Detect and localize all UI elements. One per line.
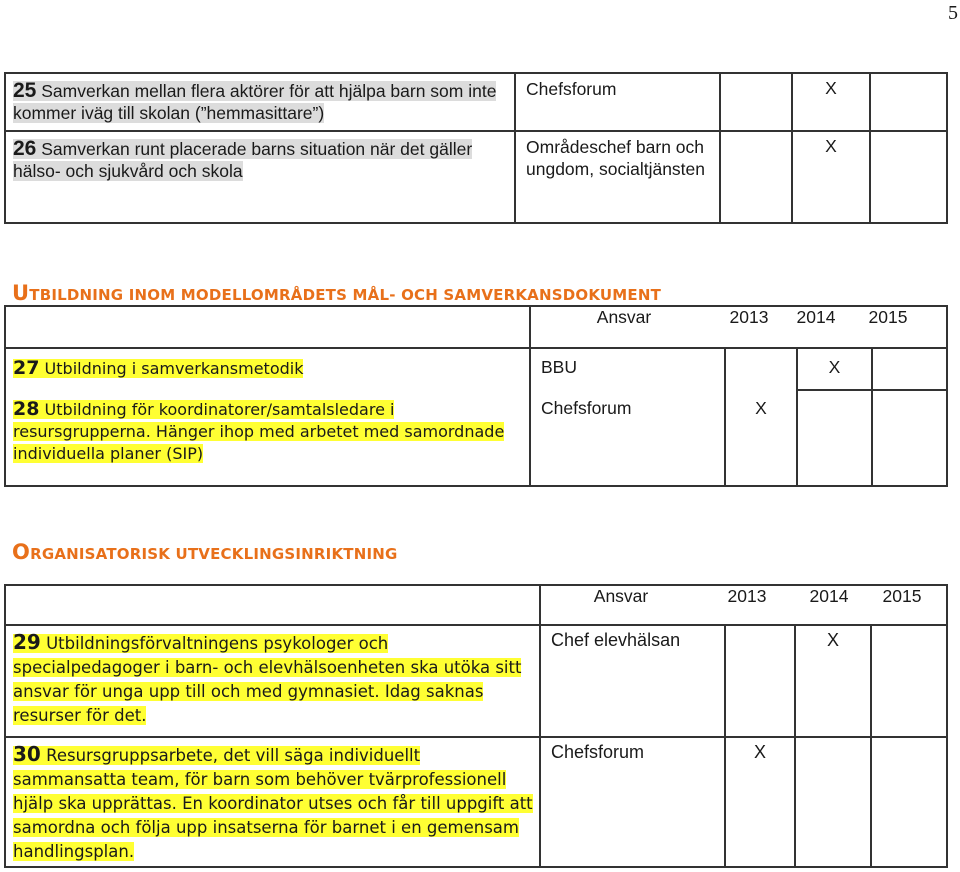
header-2013: 2013 <box>729 307 769 327</box>
page-number: 5 <box>948 2 958 24</box>
measure-text: Utbildning i samverkansmetodik <box>44 359 304 378</box>
training-table <box>4 305 948 487</box>
table-row <box>5 625 947 737</box>
header-2015: 2015 <box>868 307 908 327</box>
year-2015-cell <box>871 625 947 737</box>
table-row <box>5 390 947 486</box>
responsible-cell: Chefsforum <box>515 73 720 131</box>
header-2014: 2014 <box>809 586 849 606</box>
measure-number: 28 <box>13 398 40 420</box>
responsible-cell: Områdeschef barn och ungdom, socialtjänsten <box>515 131 720 223</box>
table-row <box>5 737 947 867</box>
header-2014: 2014 <box>796 307 836 327</box>
header-empty-cell <box>5 306 530 348</box>
header-cell <box>540 585 947 625</box>
year-2014-cell: X <box>792 73 870 131</box>
measure-description <box>5 348 530 390</box>
year-2015-cell <box>870 73 947 131</box>
measure-description <box>5 131 515 223</box>
year-2013-cell <box>720 73 792 131</box>
measure-description <box>5 73 515 131</box>
measure-description <box>5 625 540 737</box>
year-2015-cell <box>870 131 947 223</box>
header-2015: 2015 <box>882 586 922 606</box>
header-cell <box>530 306 947 348</box>
responsible-cell: Chefsforum <box>530 390 725 486</box>
year-2013-cell <box>725 625 795 737</box>
measure-text: Resursgruppsarbete, det vill säga individuellt sammansatta team, för barn som behöver tvärprofessionell hjälp ska upprättas. En koordinator utses och får till uppgift att samordna och följa upp insatserna för barnet i en gemensam handlingsplan. <box>13 746 533 861</box>
responsible-cell: Chef elevhälsan <box>540 625 725 737</box>
year-2014-cell <box>797 390 872 486</box>
responsible-cell: BBU <box>530 348 725 390</box>
year-2014-cell: X <box>795 625 871 737</box>
header-ansvar: Ansvar <box>593 586 649 606</box>
section-heading-organisation: ORGANISATORISK UTVECKLINGSINRIKTNING <box>12 540 398 564</box>
measure-number: 25 <box>13 79 37 102</box>
header-empty-cell <box>5 585 540 625</box>
header-ansvar: Ansvar <box>596 307 652 327</box>
measure-number: 26 <box>13 137 37 160</box>
table-row <box>5 73 947 131</box>
measure-number: 30 <box>13 742 41 766</box>
year-2014-cell: X <box>792 131 870 223</box>
measure-description <box>5 390 530 486</box>
year-2013-cell <box>720 131 792 223</box>
measure-number: 27 <box>13 357 40 379</box>
measure-text: Utbildning för koordinatorer/samtalsledare i resursgrupperna. Hänger ihop med arbetet med samordnade individuella planer (SIP) <box>13 400 505 463</box>
table-header-row <box>5 306 947 348</box>
responsible-cell: Chefsforum <box>540 737 725 867</box>
measure-number: 29 <box>13 630 41 654</box>
section-heading-training: UTBILDNING INOM MODELLOMRÅDETS MÅL- OCH SAMVERKANSDOKUMENT <box>12 281 662 305</box>
header-2013: 2013 <box>727 586 767 606</box>
measure-text: Samverkan runt placerade barns situation när det gäller hälso- och sjukvård och skola <box>13 139 473 181</box>
year-2015-cell <box>872 348 947 390</box>
year-2014-cell <box>795 737 871 867</box>
year-2014-cell: X <box>797 348 872 390</box>
table-row <box>5 131 947 223</box>
measures-table-top <box>4 72 948 224</box>
year-2015-cell <box>871 737 947 867</box>
year-2013-cell: X <box>725 737 795 867</box>
year-2013-cell <box>725 348 797 390</box>
measure-text: Utbildningsförvaltningens psykologer och specialpedagoger i barn- och elevhälsoenheten ska utöka sitt ansvar för unga upp till och med gymnasiet. Idag saknas resurser för det. <box>13 634 522 725</box>
year-2015-cell <box>872 390 947 486</box>
organisation-table <box>4 584 948 868</box>
measure-text: Samverkan mellan flera aktörer för att hjälpa barn som inte kommer iväg till skolan (”hemmasittare”) <box>13 81 497 123</box>
table-header-row <box>5 585 947 625</box>
year-2013-cell: X <box>725 390 797 486</box>
table-row <box>5 348 947 390</box>
measure-description <box>5 737 540 867</box>
